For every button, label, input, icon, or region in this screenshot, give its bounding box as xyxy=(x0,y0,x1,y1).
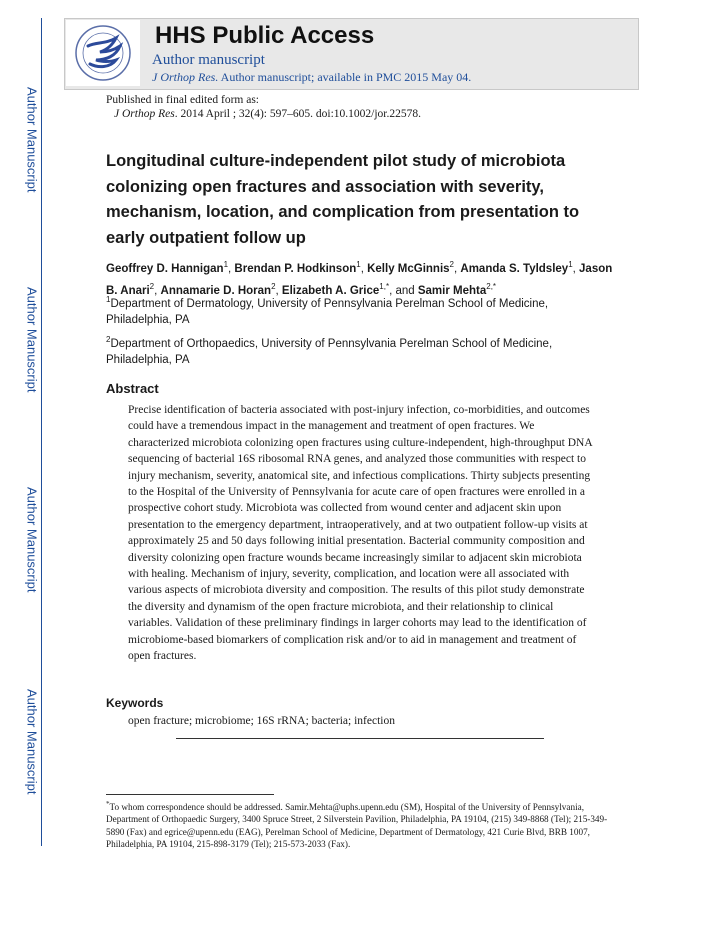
hhs-eagle-seal-icon xyxy=(66,20,140,86)
footnote-text: To whom correspondence should be addressed. Samir.Mehta@uphs.upenn.edu (SM), Hospital of the University of Pennsylvania, Department of Orthopaedic Surgery, 3400 Spruce Street, 2 Silverstein Pavilion, Philadelphia, PA 19104, (215) 349-8868 (Tel); 215-349-5890 (Fax) and egrice@upenn.edu (EAG), Perelman School of Medicine, Department of Dermatology, 421 Curie Blvd, BRB 1007, Philadelphia, PA 19104, 215-898-3179 (Tel); 215-573-2033 (Fax). xyxy=(106,802,608,850)
citation-line xyxy=(114,108,421,120)
author-name: Geoffrey D. Hannigan xyxy=(106,262,224,275)
hhs-public-access-title: HHS Public Access xyxy=(155,22,375,49)
author-affil: 2 xyxy=(149,281,155,291)
abstract-text: Precise identification of bacteria associated with post-injury infection, co-morbidities, and outcomes could have a tremendous impact in the management and treatment of open fractures. We characterized microbiota colonizing open fractures using culture-independent, high-throughput DNA sequencing of bacterial 16S ribosomal RNA genes, and analyzed those communities with respect to injury mechanism, severity, anatomical site, and infectious complications. Thirty subjects presenting to the Hospital of the University of Pennsylvania for acute care of open fractures were enrolled in a prospective cohort study. Microbiota was collected from wound center and adjacent skin upon presentation to the emergency department, intraoperatively, and at two outpatient follow-up visits at approximately 25 and 50 days following initial presentation. Bacterial community composition and diversity colonizing open fracture wounds became increasingly similar to adjacent skin microbiota with healing. Mechanism of injury, severity, complication, and location were all associated with various aspects of microbiota diversity and composition. The results of this pilot study demonstrate the diversity and dynamism of the open fracture microbiota, and their relationship to clinical variables. Validation of these preliminary findings in larger cohorts may lead to the identification of microbiome-based biomarkers of complication risk and/or to aid in management and treatment of open fractures. xyxy=(128,404,592,663)
author-affil: 1 xyxy=(223,260,229,269)
availability-line xyxy=(152,70,471,85)
author-name: Samir Mehta xyxy=(417,284,487,297)
journal-name: J Orthop Res. xyxy=(152,70,219,84)
affiliation-text: Department of Orthopaedics, University of Pennsylvania Perelman School of Medicine, Philadelphia, PA xyxy=(106,337,553,366)
author-name: Amanda S. Tyldsley xyxy=(460,262,569,275)
correspondence-footnote xyxy=(106,798,618,851)
footnote-mark: * xyxy=(106,800,110,808)
keywords-divider xyxy=(176,738,544,739)
citation-journal: J Orthop Res xyxy=(114,108,175,120)
margin-label-2: Author Manuscript xyxy=(24,287,40,393)
author-name: Jason B. Anari xyxy=(106,262,613,297)
author-affil: 2 xyxy=(271,281,276,291)
author-affil: 1 xyxy=(568,260,573,269)
affiliation xyxy=(106,332,606,368)
author-affil: 1 xyxy=(356,260,361,269)
affiliation-text: Department of Dermatology, University of Pennsylvania Perelman School of Medicine, Philadelphia, PA xyxy=(106,297,549,326)
author-affil: 1,* xyxy=(379,281,390,291)
abstract-heading: Abstract xyxy=(106,381,159,396)
citation-details: . 2014 April ; 32(4): 597–605. doi:10.1002/jor.22578. xyxy=(174,108,421,120)
author-name: Kelly McGinnis xyxy=(367,262,450,275)
author-list: Geoffrey D. Hannigan$^1$, Brendan P. Hodkinson$^1$, Kelly McGinnis$^2$, Amanda S. Tyldsley$^1$, Jason B. Anari$^2$, Annamarie D. Horan$^2$, Elizabeth A. Grice$^{1,*}$, and Samir Mehta$^{2,*}$ xyxy=(106,260,613,297)
margin-label-3: Author Manuscript xyxy=(24,487,40,593)
footnote-divider xyxy=(106,794,274,795)
keywords-heading: Keywords xyxy=(106,696,164,710)
author-name: Annamarie D. Horan xyxy=(160,284,272,297)
affiliation-number: 1 xyxy=(106,295,111,304)
author-manuscript-label: Author manuscript xyxy=(152,52,265,68)
published-line: Published in final edited form as: xyxy=(106,94,259,106)
author-name: Brendan P. Hodkinson xyxy=(234,262,357,275)
availability-text: Author manuscript; available in PMC 2015 May 04. xyxy=(218,70,472,84)
author-affil: 2,* xyxy=(486,281,497,291)
author-affil: 2 xyxy=(449,260,454,269)
margin-label-4: Author Manuscript xyxy=(24,689,40,795)
affiliation-number: 2 xyxy=(106,335,111,344)
keywords-text: open fracture; microbiome; 16S rRNA; bacteria; infection xyxy=(128,715,395,727)
author-name: Elizabeth A. Grice xyxy=(281,284,380,297)
margin-label-1: Author Manuscript xyxy=(24,87,40,193)
affiliation xyxy=(106,292,606,328)
article-title: Longitudinal culture-independent pilot study of microbiota colonizing open fractures and association with severity, mechanism, location, and complication from presentation to early outpatient follow up xyxy=(106,152,580,247)
